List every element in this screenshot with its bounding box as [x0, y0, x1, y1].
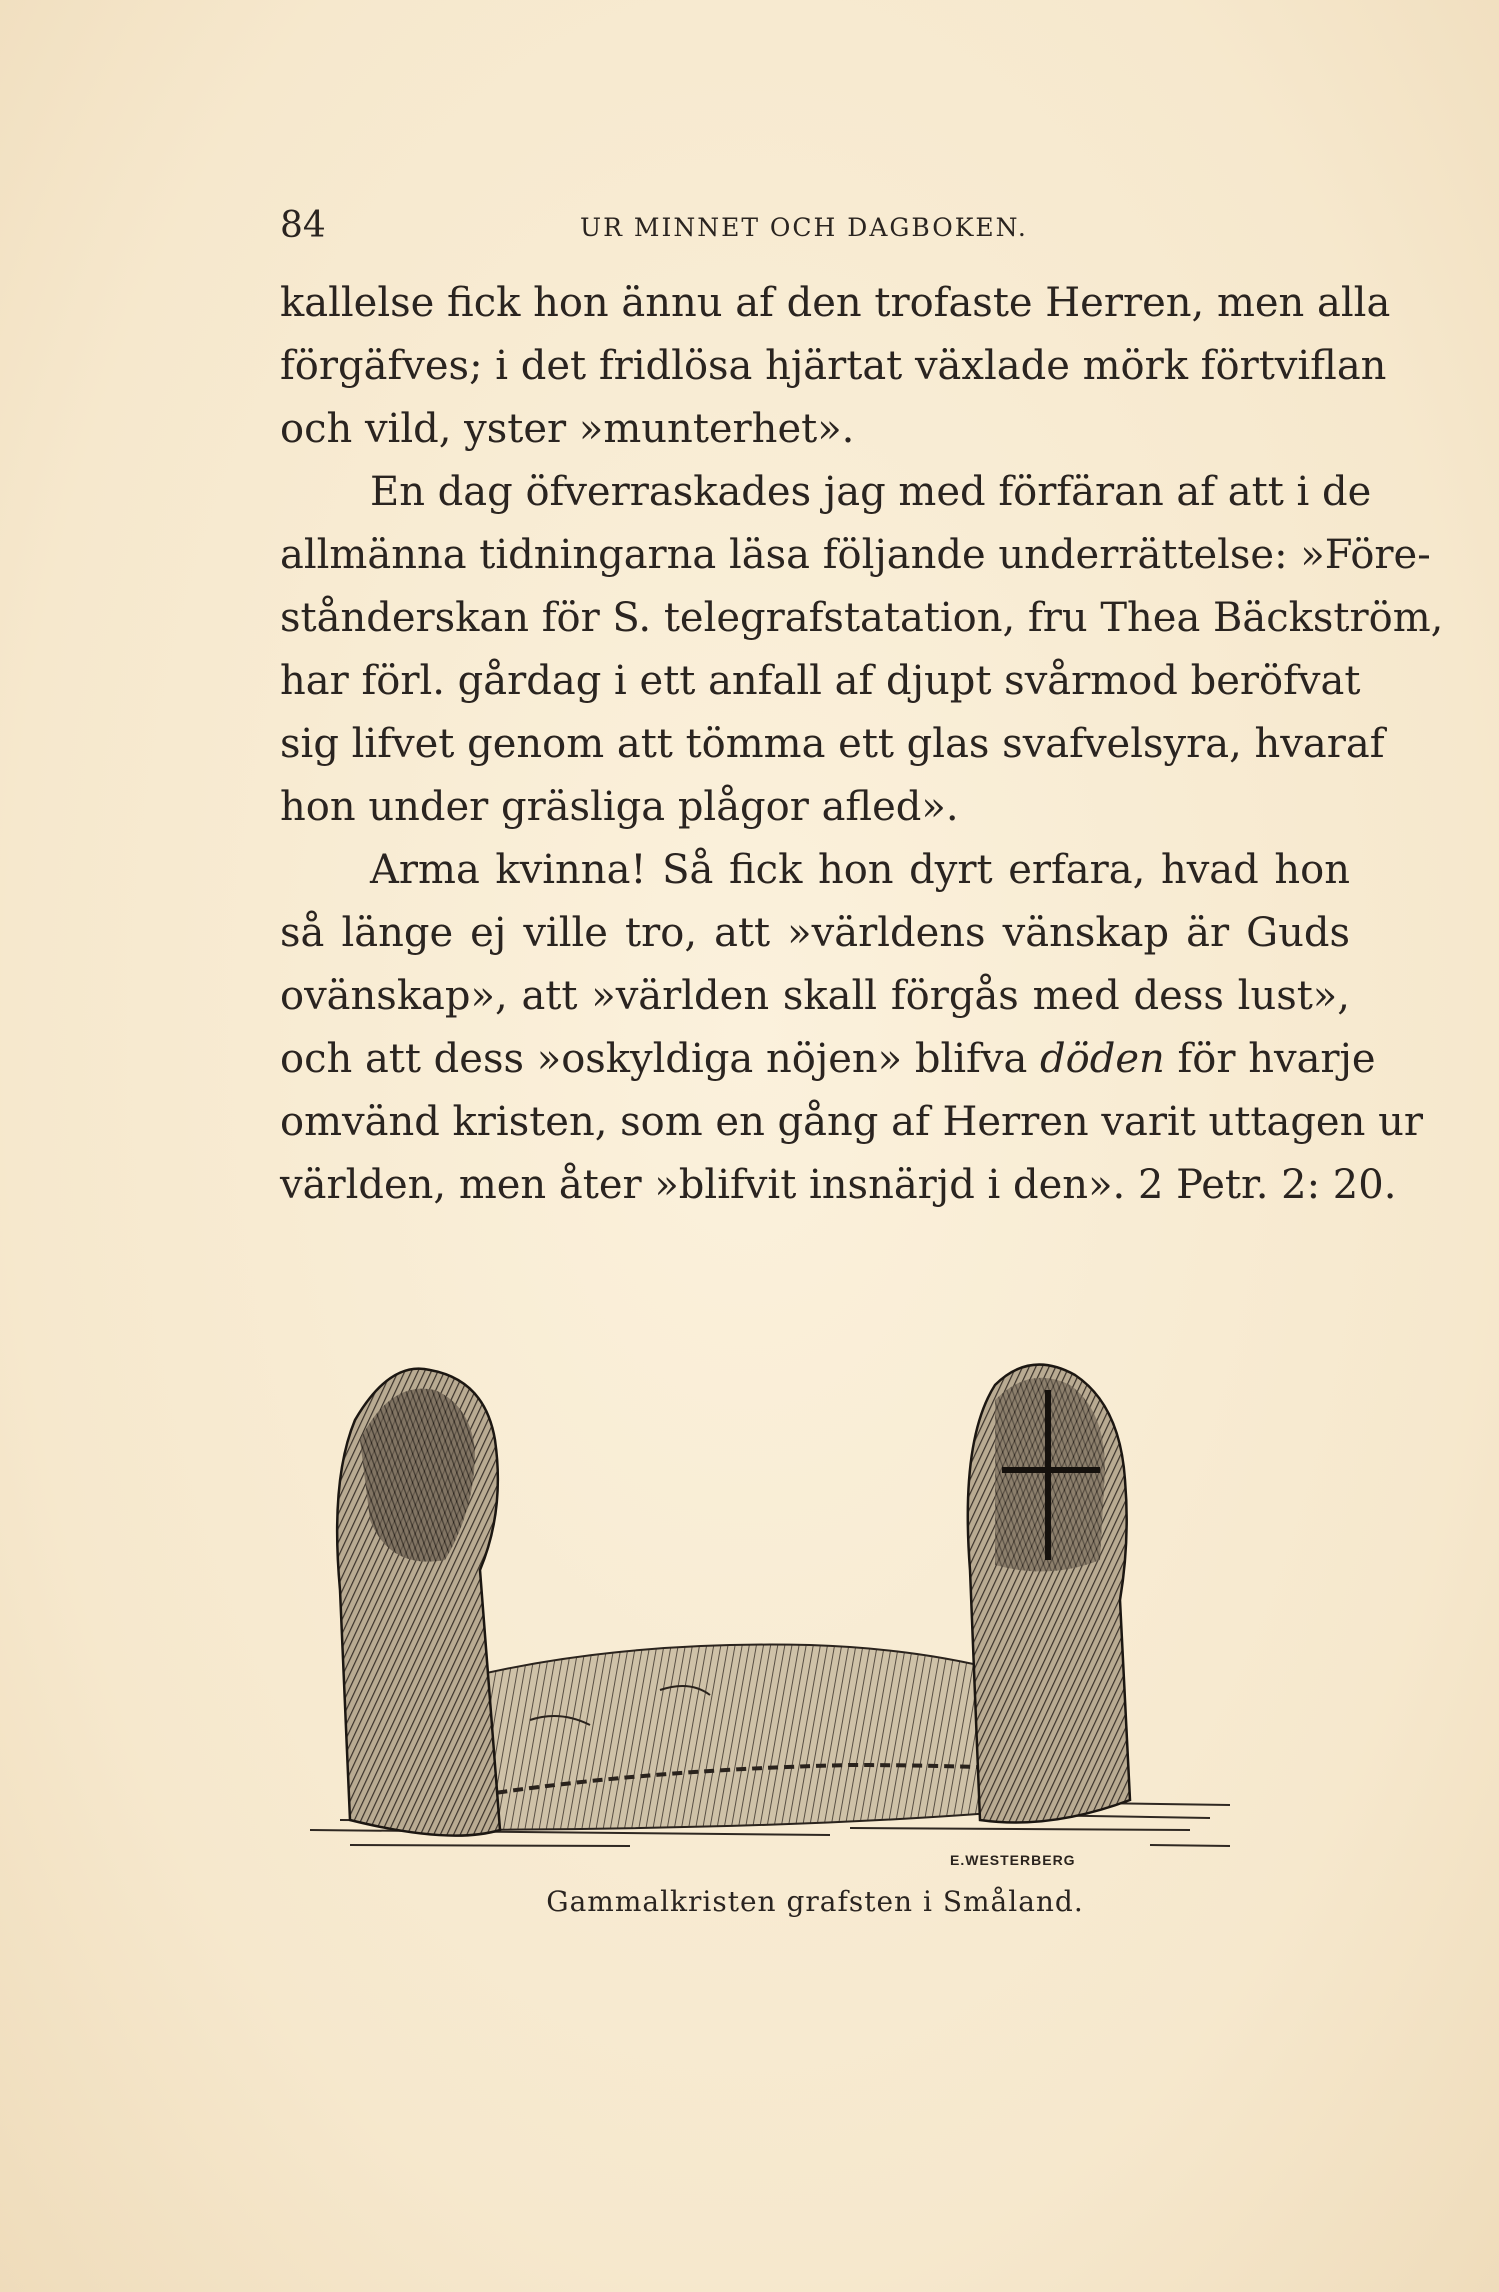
text-line: har förl. gårdag i ett anfall af djupt svårmod beröfvat [280, 658, 1361, 704]
text-line: sig lifvet genom att tömma ett glas svafvelsyra, hvaraf [280, 721, 1385, 767]
text-line-with-italic [280, 1028, 1376, 1091]
text-line: allmänna tidningarna läsa följande underrättelse: »Före- [280, 532, 1431, 578]
text-line: hon under gräsliga plågor afled». [280, 784, 959, 830]
text-line: Arma kvinna! Så fick hon dyrt erfara, hvad hon [370, 847, 1350, 893]
running-head: UR MINNET OCH DAGBOKEN. [580, 213, 1028, 242]
gravestone-engraving [330, 1360, 1250, 1880]
body-text [280, 272, 1444, 1217]
italic-word: döden [1040, 1036, 1165, 1082]
text-line: kallelse fick hon ännu af den trofaste Herren, men alla [280, 280, 1391, 326]
text-segment: och att dess »oskyldiga nöjen» blifva [280, 1036, 1041, 1082]
text-line: stånderskan för S. telegrafstatation, fru Thea Bäckström, [280, 595, 1444, 641]
figure-caption: Gammalkristen grafsten i Småland. [546, 1885, 1084, 1918]
text-line: och vild, yster »munterhet». [280, 406, 855, 452]
text-line: ovänskap», att »världen skall förgås med dess lust», [280, 973, 1350, 1019]
page-header [280, 205, 1350, 255]
text-line: så länge ej ville tro, att »världens vänskap är Guds [280, 910, 1350, 956]
text-line: världen, men åter »blifvit insnärjd i den». 2 Petr. 2: 20. [280, 1162, 1397, 1208]
text-line: En dag öfverraskades jag med förfäran af att i de [370, 469, 1372, 515]
page-number: 84 [280, 205, 326, 246]
text-line: omvänd kristen, som en gång af Herren varit uttagen ur [280, 1099, 1423, 1145]
engraver-signature: E.WESTERBERG [950, 1852, 1076, 1868]
text-segment: för hvarje [1164, 1036, 1376, 1082]
text-line: förgäfves; i det fridlösa hjärtat växlade mörk förtviflan [280, 343, 1387, 389]
